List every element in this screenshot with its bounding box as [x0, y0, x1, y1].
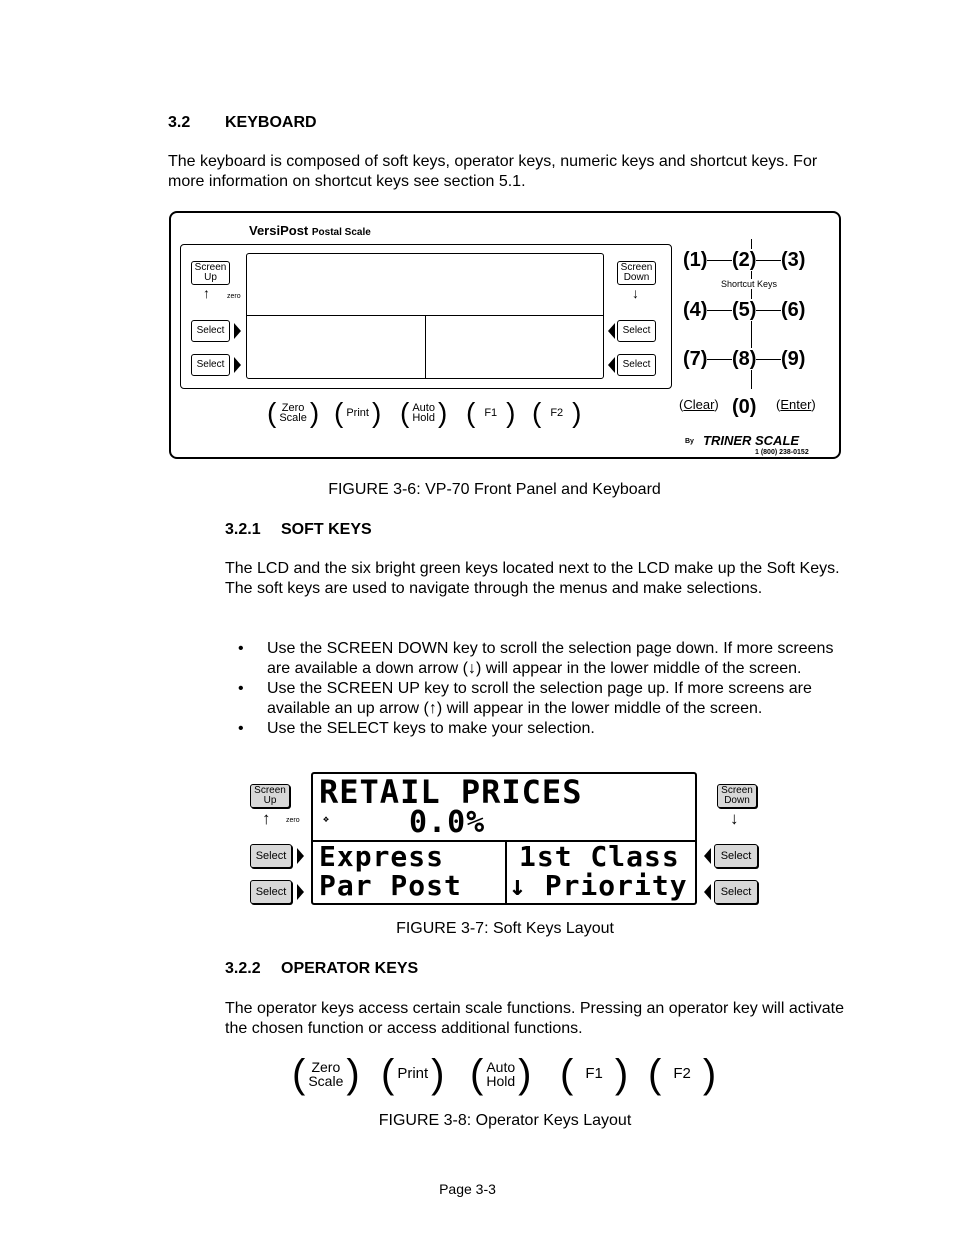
- lcd-title: RETAIL PRICES: [319, 773, 583, 811]
- digit-7-key[interactable]: (7): [683, 348, 708, 370]
- digit-2-key[interactable]: (2): [732, 249, 757, 271]
- auto-hold-key[interactable]: ( Auto Hold ): [400, 397, 448, 428]
- maker-logo: TRINER SCALE: [703, 433, 800, 448]
- select-button-left-bottom[interactable]: Select: [250, 880, 292, 904]
- digit-0-key[interactable]: (0): [732, 396, 757, 418]
- digit-3-key[interactable]: (3): [781, 249, 806, 271]
- select-button-right-top[interactable]: Select: [617, 320, 656, 342]
- select-button-right-top[interactable]: Select: [714, 844, 758, 868]
- pointer-right-icon: [297, 884, 304, 900]
- soft-keys-paragraph: The LCD and the six bright green keys located next to the LCD make up the Soft Keys. The soft keys are used to navigate through the menus and make selections.: [225, 560, 840, 597]
- by-label: By: [685, 438, 694, 445]
- lcd-option-top-left: Express: [319, 840, 445, 873]
- figure-3-7-caption: FIGURE 3-7: Soft Keys Layout: [396, 920, 614, 937]
- print-key[interactable]: ( Print ): [334, 397, 382, 428]
- intro-paragraph: The keyboard is composed of soft keys, operator keys, numeric keys and shortcut keys. For more information on shortcut keys see section 5.1.: [168, 153, 818, 190]
- select-button-left-bottom[interactable]: Select: [191, 354, 230, 376]
- enter-key[interactable]: (Enter): [776, 397, 816, 412]
- subsection-number: 3.2.1: [225, 521, 261, 538]
- digit-4-key[interactable]: (4): [683, 299, 708, 321]
- operator-keys-paragraph: The operator keys access certain scale functions. Pressing an operator key will activate the chosen function or access additional functions.: [225, 1000, 844, 1037]
- up-arrow-icon: ↑: [203, 285, 210, 301]
- digit-9-key[interactable]: (9): [781, 348, 806, 370]
- f2-key[interactable]: ( F2 ): [532, 397, 582, 428]
- f1-key[interactable]: ( F1 ): [560, 1052, 629, 1096]
- lcd-marker: ❖: [323, 814, 331, 825]
- soft-key-area: [180, 244, 672, 389]
- screen-down-button[interactable]: Screen Down: [617, 261, 656, 285]
- pointer-left-icon: [704, 884, 711, 900]
- subsection-title: SOFT KEYS: [281, 521, 372, 538]
- soft-keys-figure: [248, 772, 763, 908]
- subsection-title: OPERATOR KEYS: [281, 960, 419, 977]
- page-number: Page 3-3: [439, 1181, 496, 1197]
- zero-scale-key[interactable]: ( Zero Scale ): [267, 397, 320, 428]
- select-button-right-bottom[interactable]: Select: [714, 880, 758, 904]
- list-item: • Use the SCREEN DOWN key to scroll the selection page down. If more screens are available a down arrow (↓) will appear in the lower middle of the screen.: [225, 639, 845, 679]
- print-key[interactable]: ( Print ): [381, 1052, 445, 1096]
- bullet-list: [225, 639, 845, 739]
- lcd-value: 0.0%: [409, 805, 486, 840]
- brand-subtitle: Postal Scale: [311, 227, 371, 238]
- f1-key[interactable]: ( F1 ): [466, 397, 516, 428]
- screen-up-button[interactable]: Screen Up: [191, 261, 230, 285]
- subsection-number: 3.2.2: [225, 960, 261, 977]
- select-button-left-top[interactable]: Select: [250, 844, 292, 868]
- select-button-right-bottom[interactable]: Select: [617, 354, 656, 376]
- digit-8-key[interactable]: (8): [732, 348, 757, 370]
- pointer-right-icon: [234, 357, 241, 373]
- brand-name: VersiPost: [249, 223, 309, 238]
- lcd-display: [311, 772, 697, 905]
- pointer-right-icon: [234, 323, 241, 339]
- pointer-left-icon: [608, 323, 615, 339]
- lcd-option-bottom-right: ↓ Priority: [509, 869, 688, 902]
- lcd-option-bottom-left: Par Post: [319, 869, 462, 902]
- f2-key[interactable]: ( F2 ): [648, 1052, 717, 1096]
- figure-3-6-caption: FIGURE 3-6: VP-70 Front Panel and Keyboard: [328, 481, 661, 498]
- down-arrow-icon: ↓: [632, 285, 639, 301]
- figure-3-8-caption: FIGURE 3-8: Operator Keys Layout: [378, 1112, 632, 1129]
- pointer-left-icon: [608, 357, 615, 373]
- select-button-left-top[interactable]: Select: [191, 320, 230, 342]
- zero-label: zero: [227, 293, 241, 300]
- list-item: • Use the SCREEN UP key to scroll the selection page up. If more screens are available an up arrow (↑) will appear in the lower middle of the screen.: [225, 679, 845, 719]
- screen-up-button[interactable]: Screen Up: [250, 784, 290, 808]
- section-number: 3.2: [168, 114, 191, 131]
- auto-hold-key[interactable]: ( Auto Hold ): [470, 1052, 532, 1096]
- up-arrow-icon: ↑: [262, 809, 271, 828]
- list-item: • Use the SELECT keys to make your selection.: [225, 719, 845, 739]
- front-panel: [169, 211, 841, 459]
- screen-down-button[interactable]: Screen Down: [717, 784, 757, 808]
- zero-scale-key[interactable]: ( Zero Scale ): [292, 1052, 360, 1096]
- maker-phone: 1 (800) 238-0152: [755, 449, 809, 456]
- lcd-screen: [246, 253, 604, 379]
- lcd-option-top-right: 1st Class: [519, 840, 680, 873]
- digit-1-key[interactable]: (1): [683, 249, 708, 271]
- pointer-right-icon: [297, 848, 304, 864]
- pointer-left-icon: [704, 848, 711, 864]
- shortcut-keys-label: Shortcut Keys: [721, 279, 778, 289]
- down-arrow-icon: ↓: [730, 809, 739, 828]
- digit-6-key[interactable]: (6): [781, 299, 806, 321]
- clear-key[interactable]: (Clear): [679, 397, 719, 412]
- zero-label: zero: [286, 817, 300, 824]
- section-title: KEYBOARD: [225, 114, 317, 131]
- digit-5-key[interactable]: (5): [732, 299, 757, 321]
